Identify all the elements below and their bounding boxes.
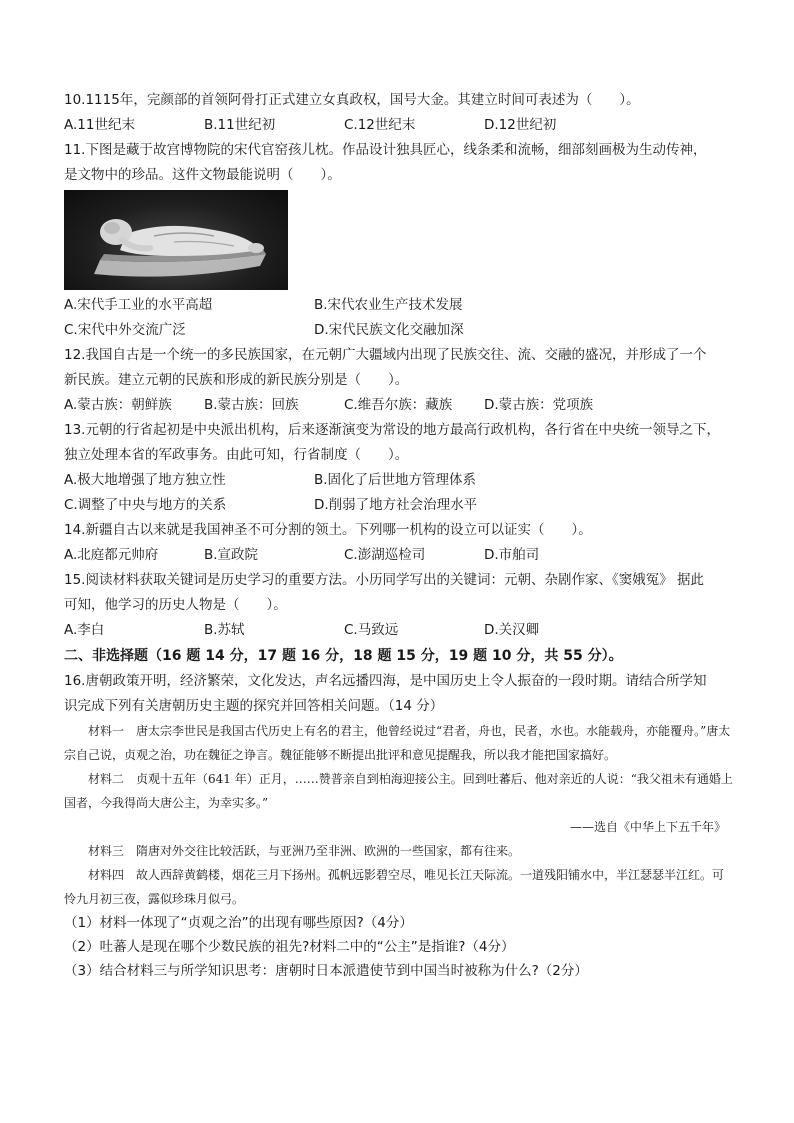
q14-option-a[interactable]: A.北庭都元帅府 <box>64 547 159 563</box>
q10-option-a[interactable]: A.11世纪末 <box>64 117 135 133</box>
q12-option-b[interactable]: B.蒙古族：回族 <box>204 397 299 413</box>
q12-stem-line2: 新民族。建立元朝的民族和形成的新民族分别是（ ）。 <box>64 372 409 388</box>
child-pillow-image <box>64 190 288 290</box>
q15-stem-line1: 15.阅读材料获取关键词是历史学习的重要方法。小历同学写出的关键词：元朝、杂剧作家、《窦娥冤》 据此 <box>64 572 705 588</box>
material-3: 材料三 隋唐对外交往比较活跃，与亚洲乃至非洲、欧洲的一些国家，都有往来。 <box>88 844 521 858</box>
q10-stem: 10.1115年，完颜部的首领阿骨打正式建立女真政权，国号大金。其建立时间可表述为（ ）。 <box>64 92 640 108</box>
q16-sub3: （3）结合材料三与所学知识思考：唐朝时日本派遣使节到中国当时被称为什么?（2分） <box>64 963 588 979</box>
q14-option-c[interactable]: C.澎湖巡检司 <box>344 547 426 563</box>
q13-options-row1 <box>64 468 734 493</box>
q16-sub1: （1）材料一体现了“贞观之治”的出现有哪些原因?（4分） <box>64 915 413 931</box>
q13-option-b[interactable]: B.固化了后世地方管理体系 <box>314 472 477 488</box>
q15-options <box>64 618 734 643</box>
q15-option-a[interactable]: A.李白 <box>64 622 105 638</box>
q13-option-c[interactable]: C.调整了中央与地方的关系 <box>64 497 227 513</box>
q11-options-row1 <box>64 293 734 318</box>
material-2-source: ——选自《中华上下五千年》 <box>569 820 726 834</box>
q13-stem-line1: 13.元朝的行省起初是中央派出机构，后来逐渐演变为常设的地方最高行政机构，各行省在中央统一领导之下， <box>64 422 720 438</box>
q11-stem-line1: 11.下图是藏于故宫博物院的宋代官窑孩儿枕。作品设计独具匠心，线条柔和流畅，细部刻画极为生动传神， <box>64 142 707 158</box>
q14-options <box>64 543 734 568</box>
q14-option-d[interactable]: D.市舶司 <box>484 547 540 563</box>
q12-option-c[interactable]: C.维吾尔族：藏族 <box>344 397 453 413</box>
q16-sub2: （2）吐蕃人是现在哪个少数民族的祖先?材料二中的“公主”是指谁?（4分） <box>64 939 515 955</box>
q14-stem: 14.新疆自古以来就是我国神圣不可分割的领土。下列哪一机构的设立可以证实（ ）。 <box>64 522 592 538</box>
child-pillow-photo <box>64 190 288 290</box>
q15-option-b[interactable]: B.苏轼 <box>204 622 245 638</box>
material-4: 材料四 故人西辞黄鹤楼，烟花三月下扬州。孤帆远影碧空尽，唯见长江天际流。一道残阳铺水中，半江瑟瑟半江红。可怜九月初三夜，露似珍珠月似弓。 <box>64 868 725 906</box>
q13-stem-line2: 独立处理本省的军政事务。由此可知，行省制度（ ）。 <box>64 447 409 463</box>
q11-option-b[interactable]: B.宋代农业生产技术发展 <box>314 297 463 313</box>
section2-title: 二、非选择题（16 题 14 分，17 题 16 分，18 题 15 分，19 题 10 分，共 55 分）。 <box>64 648 623 664</box>
q12-option-a[interactable]: A.蒙古族：朝鲜族 <box>64 397 172 413</box>
exam-content <box>64 88 734 983</box>
material-1: 材料一 唐太宗李世民是我国古代历史上有名的君主，他曾经说过“君者，舟也，民者，水也。水能载舟，亦能覆舟。”唐太宗自己说，贞观之治，功在魏征之诤言。魏征能够不断提出批评和意见提醒我，所以我才能把国家搞好。 <box>64 724 731 762</box>
q14-option-b[interactable]: B.宣政院 <box>204 547 259 563</box>
q15-option-c[interactable]: C.马致远 <box>344 622 399 638</box>
q11-option-c[interactable]: C.宋代中外交流广泛 <box>64 322 186 338</box>
q11-options-row2 <box>64 318 734 343</box>
q12-option-d[interactable]: D.蒙古族：党项族 <box>484 397 594 413</box>
q16-stem-line1: 16.唐朝政策开明，经济繁荣，文化发达，声名远播四海，是中国历史上令人振奋的一段时期。请结合所学知 <box>64 673 707 689</box>
q16-stem-line2: 识完成下列有关唐朝历史主题的探究并回答相关问题。（14 分） <box>64 698 444 714</box>
q12-stem-line1: 12.我国自古是一个统一的多民族国家，在元朝广大疆域内出现了民族交往、流、交融的盛况，并形成了一个 <box>64 347 707 363</box>
q10-options <box>64 113 734 138</box>
q15-stem-line2: 可知，他学习的历史人物是（ ）。 <box>64 597 287 613</box>
material-2: 材料二 贞观十五年（641 年）正月，……赞普亲自到柏海迎接公主。回到吐蕃后、他对亲近的人说：“我父祖未有通婚上国者，今我得尚大唐公主，为幸实多。” <box>64 772 733 810</box>
q10-option-c[interactable]: C.12世纪末 <box>344 117 416 133</box>
q10-option-d[interactable]: D.12世纪初 <box>484 117 557 133</box>
q11-option-a[interactable]: A.宋代手工业的水平高超 <box>64 297 213 313</box>
q15-option-d[interactable]: D.关汉卿 <box>484 622 540 638</box>
q13-option-a[interactable]: A.极大地增强了地方独立性 <box>64 472 226 488</box>
q13-options-row2 <box>64 493 734 518</box>
q11-option-d[interactable]: D.宋代民族文化交融加深 <box>314 322 464 338</box>
q11-stem-line2: 是文物中的珍品。这件文物最能说明（ ）。 <box>64 167 341 183</box>
q12-options <box>64 393 734 418</box>
q10-option-b[interactable]: B.11世纪初 <box>204 117 276 133</box>
q13-option-d[interactable]: D.削弱了地方社会治理水平 <box>314 497 478 513</box>
